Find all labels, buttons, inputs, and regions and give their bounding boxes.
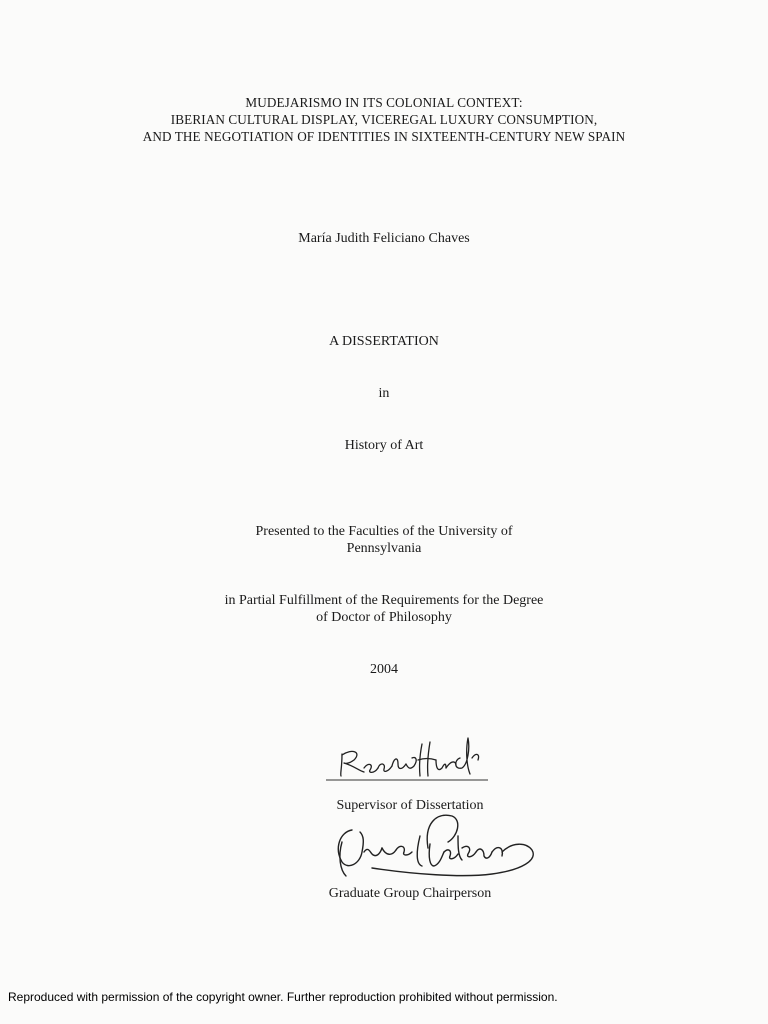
- presented-line-1: Presented to the Faculties of the University of: [255, 524, 513, 539]
- title-line-3: AND THE NEGOTIATION OF IDENTITIES IN SIXTEENTH-CENTURY NEW SPAIN: [142, 129, 626, 144]
- title-line-1: MUDEJARISMO IN ITS COLONIAL CONTEXT:: [245, 95, 523, 110]
- copyright-notice: Reproduced with permission of the copyright owner. Further reproduction prohibited without permission.: [8, 990, 558, 1004]
- author-name: María Judith Feliciano Chaves: [298, 231, 470, 246]
- in-word: in: [378, 386, 390, 401]
- document-type: A DISSERTATION: [329, 334, 439, 349]
- supervisor-label: Supervisor of Dissertation: [336, 798, 484, 813]
- year: 2004: [370, 662, 398, 677]
- fulfillment-line-2: of Doctor of Philosophy: [316, 610, 452, 625]
- chairperson-label: Graduate Group Chairperson: [328, 886, 492, 901]
- fulfillment-line-1: in Partial Fulfillment of the Requirements for the Degree: [224, 593, 544, 608]
- chairperson-signature: [312, 808, 542, 883]
- presented-line-2: Pennsylvania: [346, 541, 422, 556]
- supervisor-signature: [320, 728, 490, 788]
- field-of-study: History of Art: [344, 438, 424, 453]
- title-line-2: IBERIAN CULTURAL DISPLAY, VICEREGAL LUXURY CONSUMPTION,: [170, 112, 598, 127]
